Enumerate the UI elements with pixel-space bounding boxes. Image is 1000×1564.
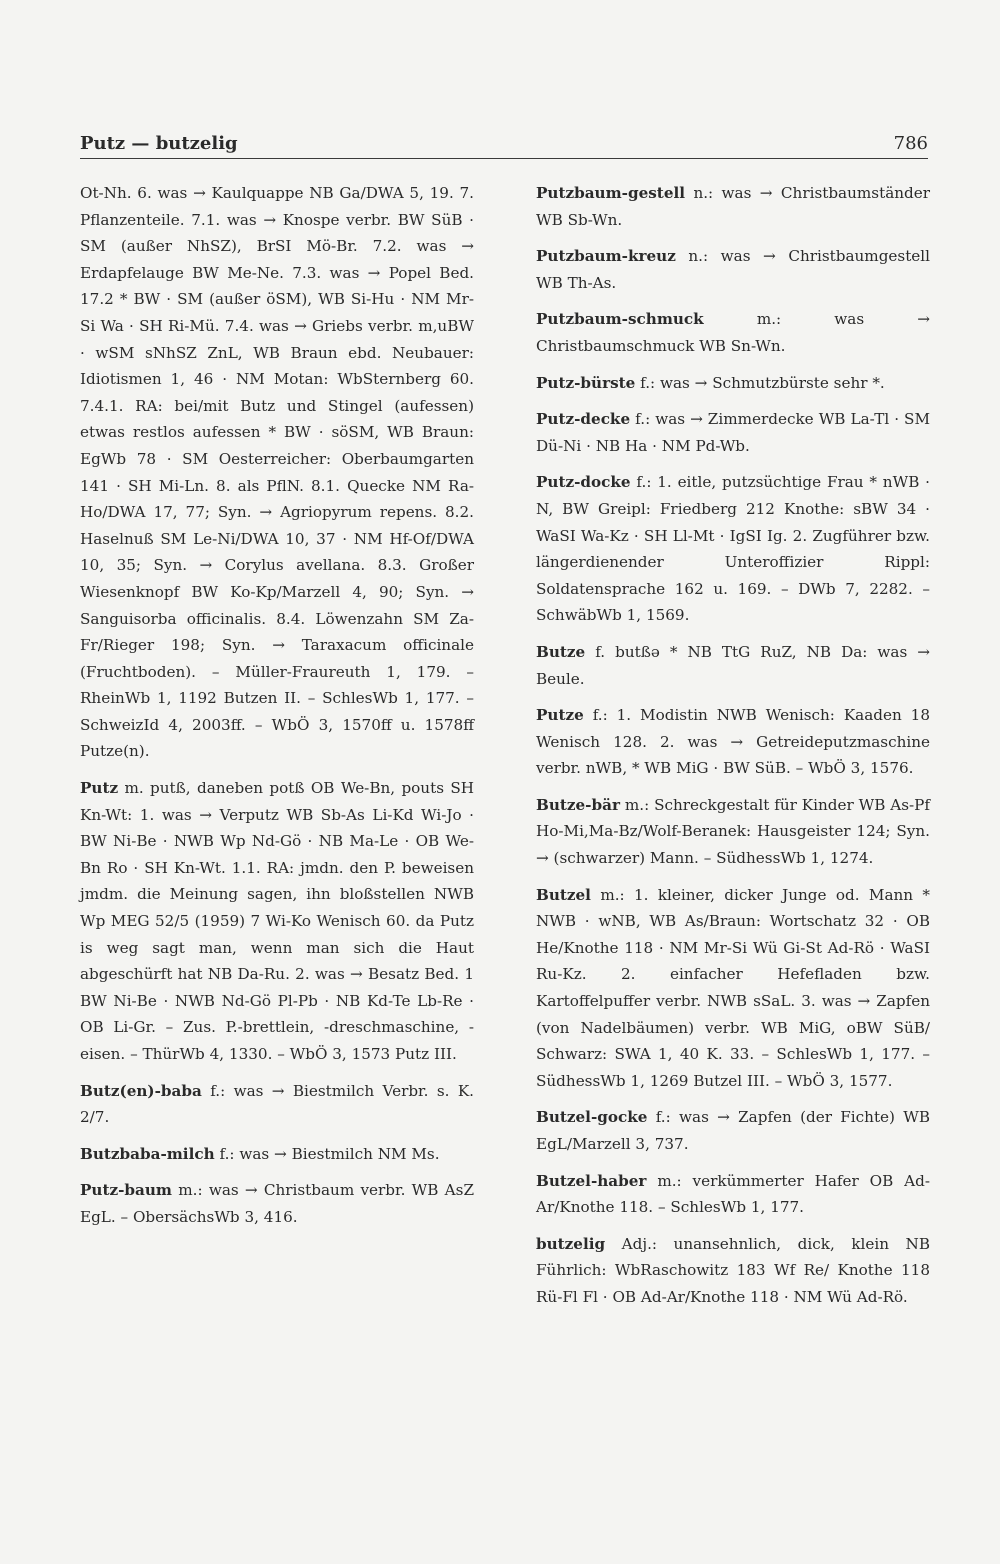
entry-text: Ot-Nh. 6. was → Kaulquappe NB Ga/DWA 5, 19. 7. Pflanzenteile. 7.1. was → Knospe verbr. BW SüB · SM (außer NhSZ), BrSI Mö-Br. 7.2. was → Erdapfelauge BW Me-Ne. 7.3. was → Popel Bed. 17.2 * BW · SM (außer öSM), WB Si-Hu · NM Mr-Si Wa · SH Ri-Mü. 7.4. was → Griebs verbr. m,uBW · wSM sNhSZ ZnL, WB Braun ebd. Neubauer: Idiotismen 1, 46 · NM Motan: WbSternberg 60. 7.4.1. RA: bei/mit Butz und Stingel (aufessen) etwas restlos aufessen * BW · söSM, WB Braun: EgWb 78 · SM Oesterreicher: Oberbaumgarten 141 · SH Mi-Ln. 8. als PflN. 8.1. Quecke NM Ra-Ho/DWA 17, 77; Syn. → Agriopyrum repens. 8.2. Haselnuß SM Le-Ni/DWA 10, 37 · NM Hf-Of/DWA 10, 35; Syn. → Corylus avellana. 8.3. Großer Wiesenknopf BW Ko-Kp/Marzell 4, 90; Syn. → Sanguisorba officinalis. 8.4. Löwenzahn SM Za-Fr/Rieger 198; Syn. → Taraxacum officinale (Fruchtboden). – Müller-Fraureuth 1, 179. – RheinWb 1, 1192 Butzen II. – SchlesWb 1, 177. – SchweizId 4, 2003ff. – WbÖ 3, 1570ff u. 1578ff Putze(n). bbox=[80, 184, 474, 761]
entry-lemma: butzelig bbox=[536, 1234, 606, 1253]
entry-text: f.: was → Biestmilch NM Ms. bbox=[219, 1144, 440, 1163]
dictionary-entry bbox=[536, 1168, 930, 1221]
right-column bbox=[536, 180, 930, 1321]
left-column bbox=[80, 180, 474, 1241]
dictionary-entry bbox=[536, 1231, 930, 1311]
entry-lemma: Putz-baum bbox=[80, 1181, 172, 1200]
dictionary-entry bbox=[536, 469, 930, 629]
header-title: Putz — butzelig bbox=[80, 133, 238, 154]
entry-lemma: Putzbaum-kreuz bbox=[536, 247, 676, 266]
entry-text: f.: was → Schmutzbürste sehr *. bbox=[640, 373, 885, 392]
entry-lemma: Putze bbox=[536, 706, 584, 725]
dictionary-entry bbox=[536, 639, 930, 692]
dictionary-entry bbox=[536, 180, 930, 233]
dictionary-entry bbox=[536, 243, 930, 296]
entry-text: m. putß, daneben potß OB We-Bn, pouts SH Kn-Wt: 1. was → Verputz WB Sb-As Li-Kd Wi-Jo · BW Ni-Be · NWB Wp Nd-Gö · NB Ma-Le · OB We-Bn Ro · SH Kn-Wt. 1.1. RA: jmdn. den P. beweisen jmdm. die Meinung sagen, ihn bloßstellen NWB Wp MEG 52/5 (1959) 7 Wi-Ko Wenisch 60. da Putz is weg sagt man, wenn man sich die Haut abgeschürft hat NB Da-Ru. 2. was → Besatz Bed. 1 BW Ni-Be · NWB Nd-Gö Pl-Pb · NB Kd-Te Lb-Re · OB Li-Gr. – Zus. P.-brettlein, -dreschmaschine, -eisen. – ThürWb 4, 1330. – WbÖ 3, 1573 Putz III. bbox=[80, 779, 474, 1063]
entry-lemma: Putz-docke bbox=[536, 473, 631, 492]
dictionary-entry bbox=[536, 1104, 930, 1157]
dictionary-entry bbox=[80, 180, 474, 765]
entry-text: m.: 1. kleiner, dicker Junge od. Mann * NWB · wNB, WB As/Braun: Wortschatz 32 · OB He/Knothe 118 · NM Mr-Si Wü Gi-St Ad-Rö · WaSI Ru-Kz. 2. einfacher Hefefladen bzw. Kartoffelpuffer verbr. NWB sSaL. 3. was → Zapfen (von Nadelbäumen) verbr. WB MiG, oBW SüB/ Schwarz: SWA 1, 40 K. 33. – SchlesWb 1, 177. – SüdhessWb 1, 1269 Butzel III. – WbÖ 3, 1577. bbox=[536, 885, 931, 1090]
dictionary-entry bbox=[80, 1177, 474, 1230]
entry-lemma: Butzbaba-milch bbox=[80, 1144, 215, 1163]
dictionary-entry bbox=[536, 792, 930, 872]
entry-text: f.: 1. Modistin NWB Wenisch: Kaaden 18 Wenisch 128. 2. was → Getreideputzmaschine verbr. nWB, * WB MiG · BW SüB. – WbÖ 3, 1576. bbox=[536, 706, 931, 778]
running-header bbox=[80, 128, 928, 159]
dictionary-entry bbox=[80, 1078, 474, 1131]
dictionary-entry bbox=[80, 1141, 474, 1168]
entry-lemma: Butzel-gocke bbox=[536, 1108, 648, 1127]
entry-text: m.: verkümmerter Hafer OB Ad-Ar/Knothe 118. – SchlesWb 1, 177. bbox=[536, 1171, 930, 1217]
page-number: 786 bbox=[893, 133, 928, 154]
entry-lemma: Putzbaum-schmuck bbox=[536, 310, 704, 329]
dictionary-entry bbox=[536, 370, 930, 397]
entry-text: n.: was → Christbaumgestell WB Th-As. bbox=[536, 247, 931, 292]
dictionary-entry bbox=[80, 775, 474, 1068]
entry-text: f. butßə * NB TtG RuZ, NB Da: was → Beule. bbox=[536, 642, 930, 688]
dictionary-entry bbox=[536, 406, 930, 459]
entry-lemma: Butze bbox=[536, 642, 586, 661]
entry-lemma: Butzel bbox=[536, 885, 591, 904]
entry-lemma: Putzbaum-gestell bbox=[536, 184, 686, 202]
entry-text: f.: was → Zapfen (der Fichte) WB EgL/Marzell 3, 737. bbox=[536, 1108, 931, 1153]
entry-text: f.: 1. eitle, putzsüchtige Frau * nWB · N, BW Greipl: Friedberg 212 Knothe: sBW 34 · WaSI Wa-Kz · SH Ll-Mt · IgSI Ig. 2. Zugführer bzw. längerdienender Unteroffizier Rippl: Soldatensprache 162 u. 169. – DWb 7, 2282. – SchwäbWb 1, 1569. bbox=[536, 473, 931, 625]
entry-lemma: Putz-decke bbox=[536, 410, 631, 429]
entry-text: f.: was → Biestmilch Verbr. s. K. 2/7. bbox=[80, 1081, 474, 1127]
entry-text: m.: was → Christbaum verbr. WB AsZ EgL. – ObersächsWb 3, 416. bbox=[80, 1181, 475, 1226]
entry-text: n.: was → Christbaumständer WB Sb-Wn. bbox=[536, 184, 930, 229]
entry-text: Adj.: unansehnlich, dick, klein NB Führlich: WbRaschowitz 183 Wf Re/ Knothe 118 Rü-Fl Fl · OB Ad-Ar/Knothe 118 · NM Wü Ad-Rö. bbox=[536, 1234, 931, 1306]
entry-lemma: Putz bbox=[80, 779, 119, 798]
entry-lemma: Butz(en)-baba bbox=[80, 1081, 202, 1100]
entry-lemma: Butze-bär bbox=[536, 795, 620, 814]
entry-lemma: Butzel-haber bbox=[536, 1171, 647, 1190]
entry-text: f.: was → Zimmerdecke WB La-Tl · SM Dü-Ni · NB Ha · NM Pd-Wb. bbox=[536, 410, 931, 455]
entry-text: m.: was → Christbaumschmuck WB Sn-Wn. bbox=[536, 310, 930, 355]
dictionary-entry bbox=[536, 306, 930, 359]
dictionary-entry bbox=[536, 702, 930, 782]
entry-text: m.: Schreckgestalt für Kinder WB As-Pf Ho-Mi,Ma-Bz/Wolf-Beranek: Hausgeister 124; Syn. → (schwarzer) Mann. – SüdhessWb 1, 1274. bbox=[536, 795, 930, 868]
entry-lemma: Putz-bürste bbox=[536, 373, 636, 392]
dictionary-entry bbox=[536, 882, 930, 1095]
